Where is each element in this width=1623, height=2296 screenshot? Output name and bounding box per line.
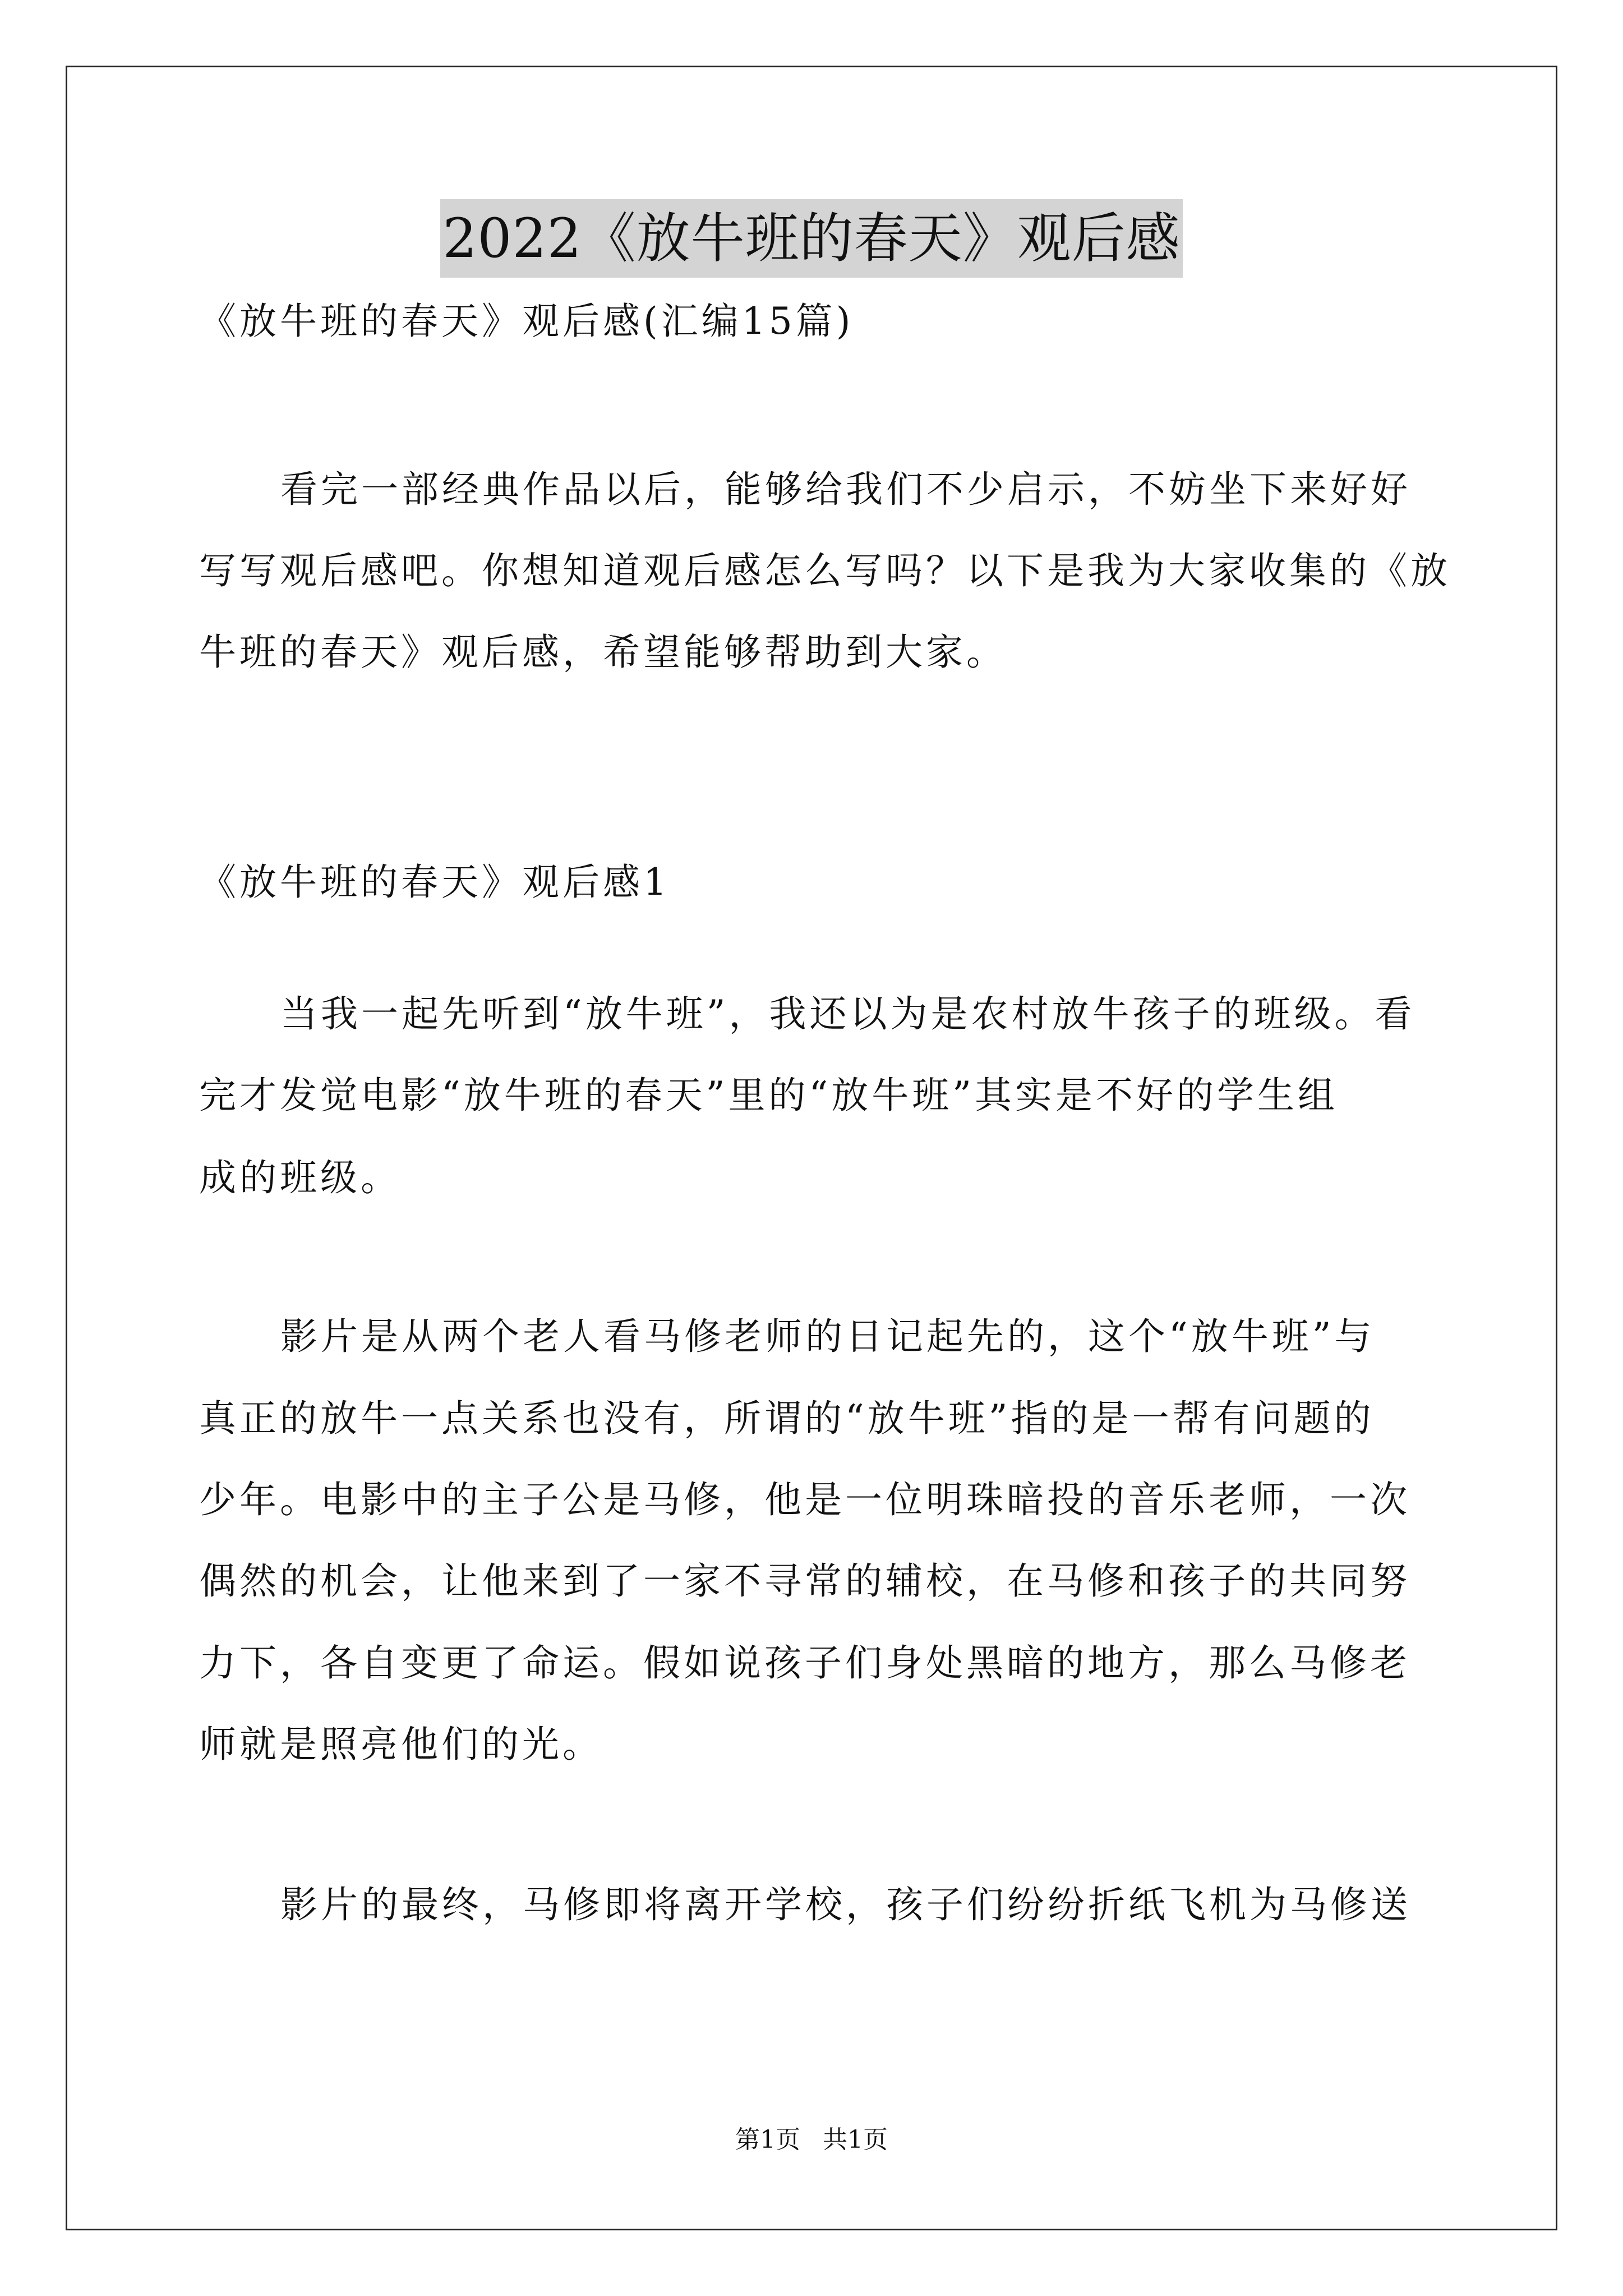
paragraph-line: 影片的最终，马修即将离开学校，孩子们纷纷折纸飞机为马修送 [280,1883,1411,1926]
page-total: 共1页 [823,2125,888,2154]
paragraph-line: 影片是从两个老人看马修老师的日记起先的，这个“放牛班”与 [280,1315,1375,1358]
paragraph-line: 师就是照亮他们的光。 [199,1723,603,1766]
page-footer [0,2126,1623,2154]
page-number: 第1页 [735,2125,800,2154]
document-title: 2022《放牛班的春天》观后感 [440,199,1182,278]
paragraph-line: 少年。电影中的主子公是马修，他是一位明珠暗投的音乐老师，一次 [199,1478,1410,1521]
title-wrap [0,199,1623,278]
paragraph-line: 真正的放牛一点关系也没有，所谓的“放牛班”指的是一帮有问题的 [199,1397,1375,1440]
paragraph-line: 当我一起先听到“放牛班”，我还以为是农村放牛孩子的班级。看 [280,992,1415,1036]
intro-line: 看完一部经典作品以后，能够给我们不少启示，不妨坐下来好好 [280,468,1411,511]
paragraph-line: 成的班级。 [199,1156,401,1199]
paragraph-line: 力下，各自变更了命运。假如说孩子们身处黑暗的地方，那么马修老 [199,1641,1410,1685]
section-heading: 《放牛班的春天》观后感1 [199,861,670,904]
paragraph-line: 完才发觉电影“放牛班的春天”里的“放牛班”其实是不好的学生组 [199,1074,1338,1117]
paragraph-line: 偶然的机会，让他来到了一家不寻常的辅校，在马修和孩子的共同努 [199,1559,1410,1603]
intro-line: 写写观后感吧。你想知道观后感怎么写吗？以下是我为大家收集的《放 [199,549,1451,592]
subtitle: 《放牛班的春天》观后感(汇编15篇) [199,300,854,343]
intro-line: 牛班的春天》观后感，希望能够帮助到大家。 [199,631,1007,674]
